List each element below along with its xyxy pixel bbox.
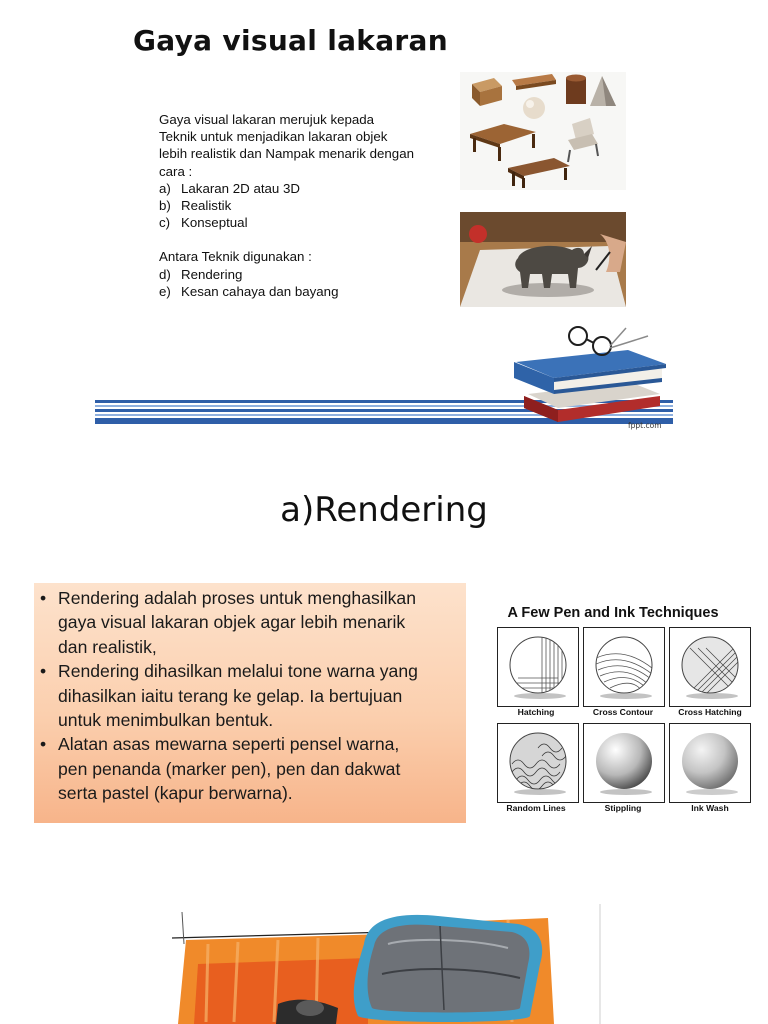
style-item: c) Konseptual [159,215,248,231]
brand-footer: fppt.com [628,421,662,430]
slide-body-text [159,111,449,300]
technique-label: Stippling [604,803,642,813]
section-heading: a)Rendering [280,490,488,530]
intro-line: Gaya visual lakaran merujuk kepada [159,112,375,127]
techniques-heading: Antara Teknik digunakan : [159,249,312,265]
bullet-item: • Rendering dihasilkan melalui tone warna yang dihasilkan iaitu terang ke gelap. Ia bertujuan untuk menimbulkan bentuk. [40,659,460,732]
books-glasses-icon [510,322,670,424]
marker-sketch-image [168,904,601,1024]
cross-contour-cell [583,627,665,707]
pen-ink-title: A Few Pen and Ink Techniques [507,605,719,621]
bullet-item: • Alatan asas mewarna seperti pensel warna, pen penanda (marker pen), pen dan dakwat serta pastel (kapur berwarna). [40,732,460,805]
style-item: a) Lakaran 2D atau 3D [159,180,301,196]
technique-label: Random Lines [506,803,566,813]
technique-item: d) Rendering [159,266,243,282]
slide-title: Gaya visual lakaran [133,24,448,57]
style-item: b) Realistik [159,198,232,214]
technique-item: e) Kesan cahaya dan bayang [159,283,339,299]
cross-hatching-cell [669,627,751,707]
ink-wash-cell [669,723,751,803]
random-lines-cell [497,723,579,803]
intro-line: cara : [159,163,193,179]
intro-line: lebih realistik dan Nampak menarik dengan [159,146,414,162]
rhino-3d-drawing-image [460,212,626,307]
technique-label: Ink Wash [691,803,729,813]
hatching-cell [497,627,579,707]
bullet-item: • Rendering adalah proses untuk menghasilkan gaya visual lakaran objek agar lebih menarik dan realistik, [40,586,460,659]
technique-label: Cross Contour [592,707,654,717]
technique-label: Cross Hatching [678,707,742,717]
intro-line: Teknik untuk menjadikan lakaran objek [159,129,388,145]
stippling-cell [583,723,665,803]
rendering-bullet-list [40,586,460,806]
technique-label: Hatching [517,707,555,717]
furniture-sketch-image [460,72,626,190]
